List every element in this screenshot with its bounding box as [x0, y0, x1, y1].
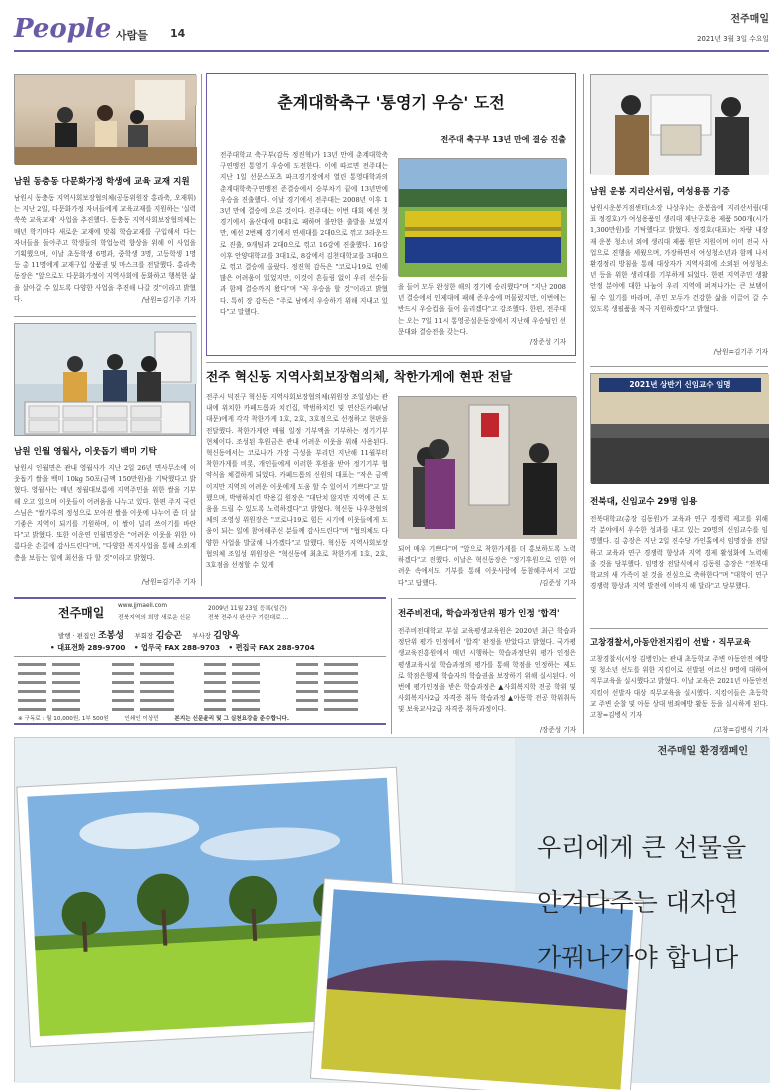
header-rule: [14, 50, 769, 52]
vice-name: 김승곤: [155, 631, 182, 641]
body-football-2: 을 들어 모두 완성한 해의 경기에 승리했다"며 "지난 2008년 결승에서 인제대에 패해 준우승에 머물렀지만, 이번에는 반드시 우승컵을 들어 올리겠다"고 강조했다. 한편, 전주대는 오는 7일 11시 통영공설운동장에서 지난해 우승팀인 선문대와 결승전을 갖는다.: [398, 283, 566, 336]
masthead-contacts: [50, 643, 380, 653]
byline-bijeonja: /장준성 기자: [539, 726, 576, 734]
byline-gochang: /고창=김병식 기자: [713, 726, 768, 734]
photo-jeonbuk-illustration: [591, 374, 769, 484]
section-title-ko: 사람들: [116, 29, 148, 42]
publisher-label: 발행 · 편집인: [58, 632, 96, 640]
branch-table: [18, 660, 382, 714]
photo-football-illustration: [399, 159, 567, 277]
body-inwol: 남원시 인월면은 관내 영월사가 지난 2일 26년 면사무소에 이웃돕기 쌀을 백미 10kg 50포(금액 150만원)을 기탁했다고 밝혔다. 영월사는 매년 정월대보름에 지역주민을 위한 쌀을 기부해 오고 있으며 이웃들이 어려움을 나누고 있다. 한편 주지 국린스님은 "쌀가루의 정성으로 모아진 쌀을 이웃에 나누어 좀 더 살기좋은 지역이 되기를 기원하며, 이 쌀이 널리 쓰이기를 바란다"고 밝혔다. 또한 이운연 인월면장은 "어려운 이웃을 위한 아름다운 손길에 감사드린다"며, "다양한 복지사업을 통해 소외계층을 보듬는 일에 최선을 다 할 것"이라고 밝혔다.: [14, 464, 196, 562]
headline-bijeonja: 전주비전대, 학습과정단위 평가 인정 '합격': [398, 609, 560, 619]
rule-above-inwol: [14, 316, 196, 317]
byline-hyeoksin: /김준성 기자: [539, 579, 576, 587]
section-logo: People: [14, 14, 112, 44]
photo-donggo-illustration: [15, 75, 197, 165]
column-rule-1: [201, 74, 202, 586]
body-unbong: 남원시운봉거점센터(소장 나상우)는 운봉읍에 지리산서림(대표 정경호)가 여성용품인 생리대 재난구호용 제품 500개(시가 1,300만원)를 기탁했다고 밝혔다. 정경호(대표)는 차량 내장재 운봉 청소녀 외에 생리대 제품 원단 지원이며 이미 전국 사업으로 진행을 세웠으며, 가장하면서 여성청소년과 함께 나서 환경정리 방침을 통해 대상자가 지역사회에 소외된 여성청소년 등을 위한 생리대를 기부하게 되었다. 한편 지역주민 생활안정 분야에 대한 나눔이 우리 지역에 퍼져나가는 큰 보탬이 될 수 있기를 바라며, 주민 모두가 건강한 삶을 이끌어 갈 수 있도록 생필품을 적극 지원하겠다"고 밝혔다.: [590, 204, 768, 313]
rule-above-bijeonja: [398, 598, 576, 599]
ad-slogan-3: 가꿔나가야 합니다: [537, 943, 739, 972]
masthead-notes: [18, 714, 382, 722]
photo-football: [398, 158, 566, 276]
subtitle-football: 전주대 축구부 13년 만에 결승 진출: [440, 135, 566, 144]
headline-inwol: 남원 인월 영월사, 이웃돕기 백미 기탁: [14, 447, 157, 457]
fax-edit: • 편집국 FAX 288-9704: [228, 643, 315, 652]
body-hyeoksin-2: 되어 매우 기쁘다"며 "앞으로 착한가게를 더 홍보하도록 노력하겠다"고 전했다. 이날은 혁신동장은 "정기후원으로 인한 어려운 속에서도 기부를 통해 이웃사랑에 동참해주셔서 고맙다"고 답했다.: [398, 545, 576, 587]
photo-hyeoksin-illustration: [399, 397, 577, 539]
body-jeonbuk: 전북대학교(총장 김동원)가 교육과 연구 경쟁력 제고를 위해 각 분야에서 우수한 성과를 내고 있는 29명의 신임교수를 임명했다. 김 총장은 지난 2일 진수당 가인홀에서 임명장을 전달하고 교육과 연구 경쟁력 향상과 지역 경제 활성화에 노력해 줄 것을 당부했다. 임명장 전달식에서 김동원 총장은 "전북대학교의 새 가족이 된 것을 진심으로 축하한다"며 "대학이 연구 경쟁력 향상과 지역 발전에 이바지 해 달라"고 당부했다.: [590, 515, 768, 591]
body-gochang: 고창경찰서(서장 김병인)는 관내 초등학교 주변 아동안전 예방 및 청소년 선도를 위한 지킴이로 선발된 어르신 9명에 대하여 직무교육을 실시했다고 밝혔다. 이날 교육은 2021년 아동안전지킴이 선발자 대상 직무교육을 실시했다. 지킴이들은 초등학교 주변 순찰 및 아동 상대 범죄예방 활동 등을 실시하게 된다. 고창=김병식 기자: [590, 655, 768, 720]
masthead-staff: [58, 628, 378, 641]
paper-name: 전주매일: [730, 14, 769, 25]
headline-jeonbuk: 전북대, 신임교수 29명 임용: [590, 497, 698, 507]
ad-slogan-2: 안겨다주는 대자연: [537, 888, 739, 917]
byline-donggo: /남원=김기주 기자: [141, 296, 196, 304]
masthead-site: www.jjmaeil.com: [118, 603, 167, 609]
ethics-note: 본지는 신문윤리 및 그 실천요강을 준수합니다.: [174, 716, 289, 722]
jeonbuk-banner-text: 2021년 상반기 신임교수 임명: [629, 380, 731, 389]
headline-unbong: 남원 운봉 지리산서림, 여성용품 기증: [590, 187, 730, 197]
headline-hyeoksin: 전주 혁신동 지역사회보장협의체, 착한가게에 현판 전달: [206, 369, 513, 384]
photo-unbong: [590, 74, 768, 174]
environment-ad: [14, 737, 769, 1082]
publisher-name: 조봉성: [97, 631, 125, 641]
photo-hyeoksin: [398, 396, 576, 538]
byline-football: /장준성 기자: [529, 338, 566, 346]
vp-label: 부사장: [192, 632, 212, 640]
rule-above-gochang: [590, 628, 768, 629]
column-rule-3: [391, 598, 392, 734]
masthead-tagline: 전북지역의 희망 새로운 신문: [118, 615, 191, 621]
masthead-line1: 2009년 11월 23일 등록(일간): [208, 606, 287, 612]
vp-name: 김양옥: [213, 631, 240, 641]
body-football: 전주대학교 축구부(감독 정진혁)가 13년 만에 춘계대학축구연맹전 통영기 우승에 도전한다. 이에 따르면 전주대는 지난 1일 선문스포츠 파크경기장에서 열린 통영대학과의 춘계대학축구연맹전 준결승에서 승부차기 끝에 13년만에 우승을 진출했다. 이날 경기에서 전주대는 2008년 이후 13년 만에 결승에 오른 것이다. 전주대는 이번 대회 예선 첫 경기에서 울산대에 0대1로 패하며 불안한 출발을 보였지만, 예선 2번째 경기에서 연세대를 2대0으로 꺾고 3라운드로 진출, 9개팀과 2대0으로 꺾고 16강에 진출했다. 16강 이후 안양대학교를 3대1로, 8강에서 김천대학교를 3대0으로 꺾고 결승에 올랐다. 정진혁 감독은 "코로나19로 인해 많은 어려움이 있었지만, 이것이 흔들림 없이 우리 선수들과 함께 결승까지 왔다"며 "꼭 우승을 할 것"이라고 밝혔다. 특히 장 감독은 "주로 남에서 우승하기 위해 지내고 있다"고 말했다.: [220, 151, 388, 316]
photo-donggo: [14, 74, 196, 164]
column-rule-2: [583, 74, 584, 734]
photo-unbong-illustration: [591, 75, 769, 175]
masthead-line2: 전북 전주시 완산구 기린대로 ...: [208, 615, 289, 621]
issue-date: 2021년 3월 3일 수요일: [697, 35, 769, 43]
rule-above-hyeoksin: [206, 362, 576, 363]
subscription-note: ※ 구독료 : 월 10,000원, 1부 500원: [18, 716, 109, 722]
photo-inwol: [14, 323, 196, 436]
photo-jeonbuk: [590, 373, 768, 483]
tel-rep: • 대표전화 289-9700: [50, 643, 126, 652]
ad-campaign-label: 전주매일 환경캠페인: [657, 746, 748, 757]
branch-table-lines: [18, 660, 382, 714]
masthead-divider: [14, 656, 386, 657]
fax-biz: • 업무국 FAX 288-9703: [133, 643, 220, 652]
byline-inwol: /남원=김기주 기자: [141, 578, 196, 586]
rule-above-jeonbuk: [590, 366, 768, 367]
headline-donggo: 남원 동충동 다문화가정 학생에 교육 교재 지원: [14, 177, 190, 187]
body-donggo: 남원시 동충동 지역사회보장협의체(공동위원장 홍라축, 오재휘)는 지난 2일, 다문화가정 자녀들에게 교육교재를 지원하는 '실력쑥쑥 교육교재' 사업을 추진했다. 동충동 지역사회보장협의체는 매년 학기마다 새로운 교재에 맞춰 학습교재를 구입해서 다는 자녀들을 돌아주고 학생들의 학업능력 향상을 위해 이 사업을 기획했으며, 이날 초등학생 6명과, 중학생 3명, 고등학생 1명 등 총 11명에게 교재구입 상품권 및 마스크를 전달했다. 홍라축 동장은 "앞으로도 다문화가정이 지역사회에 동화하고 행복한 삶을 살아갈 수 있도록 다양한 사업을 추진해 나갈 것"이라고 밝혔다.: [14, 194, 197, 303]
page-number: 14: [170, 27, 186, 40]
headline-gochang: 고창경찰서,아동안전지킴이 선발 · 직무교육: [590, 637, 751, 647]
printer-note: 인쇄인 이상민: [124, 716, 159, 722]
headline-football: 춘계대학축구 '통영기 우승' 도전: [277, 93, 505, 112]
body-hyeoksin: 전주시 덕진구 혁신동 지역사회보장협의체(위원장 조일성)는 관내에 위치한 카페드롭과 치킨집, 박범하치킨 및 연산돈카페(남대문)에게 각각 착한가게 1호, 2호, 3호점으로 선정하고 현판을 전달했다. 착한가게란 매월 일정 기부액을 기부하는 정기기부 현체이다. 조성된 후원금은 관내 어려운 이웃을 위해 사용된다. 혁신동에서는 코로나가 가장 극성을 부리던 지난해 11월부터 착한가게를 비롯, 개인들에게 이러한 후원을 받아 정기기부 협약식을 체결하게 되었다. 카페드롭의 신원의 대표는 "작은 금액이지만 지역의 어려운 이웃에게 도움 할 수 있어서 기쁘다"고 말했으며, 박범하치킨 박용길 원장은 "대단치 않지만 지역에 큰 도움을 드릴 수 있도록 노력하겠다"고 밝혔다. 혁신동 나우찬협의체의 조영성 위원장은 "코로나19로 힘든 시기에 이웃들에게 도움이 되는 일에 참여해주신 분들께 감사드린다"며 "협의체도 다양한 사업을 발굴해 나가겠다"고 말했다. 혁신동 지역사회보장협의체 조일성 위원장은 "혁신동에 최초로 착한가게 1호, 2호, 3호점을 선정할 수 있게: [206, 393, 388, 570]
masthead-name: 전주매일: [58, 606, 105, 620]
photo-inwol-illustration: [15, 324, 197, 437]
ad-slogan-1: 우리에게 큰 선물을: [537, 833, 747, 862]
vice-label: 부회장: [134, 632, 154, 640]
byline-unbong: /남원=김기주 기자: [713, 348, 768, 356]
body-bijeonja: 전주비전대학교 부설 교육평생교육원은 2020년 최근 학습과정단위 평가 인정에서 '합격' 판정을 받았다고 밝혔다. 국가평생교육진흥원에서 매년 시행하는 학습과정단위 평가 인정은 평생교육시설 학습과정의 평가를 통해 학점을 인정하는 제도로 학점은행제 학습자의 학습권을 보장하기 위해 실시된다. 이번에 평가인정을 받은 학습과정은 ▲사회복지학 전공 학위 및 사회복지사2급 자격증 취득 학습과정 ▲아동학 전공 학위취득 및 보육교사2급 자격증 취득과정이다.: [398, 627, 576, 714]
